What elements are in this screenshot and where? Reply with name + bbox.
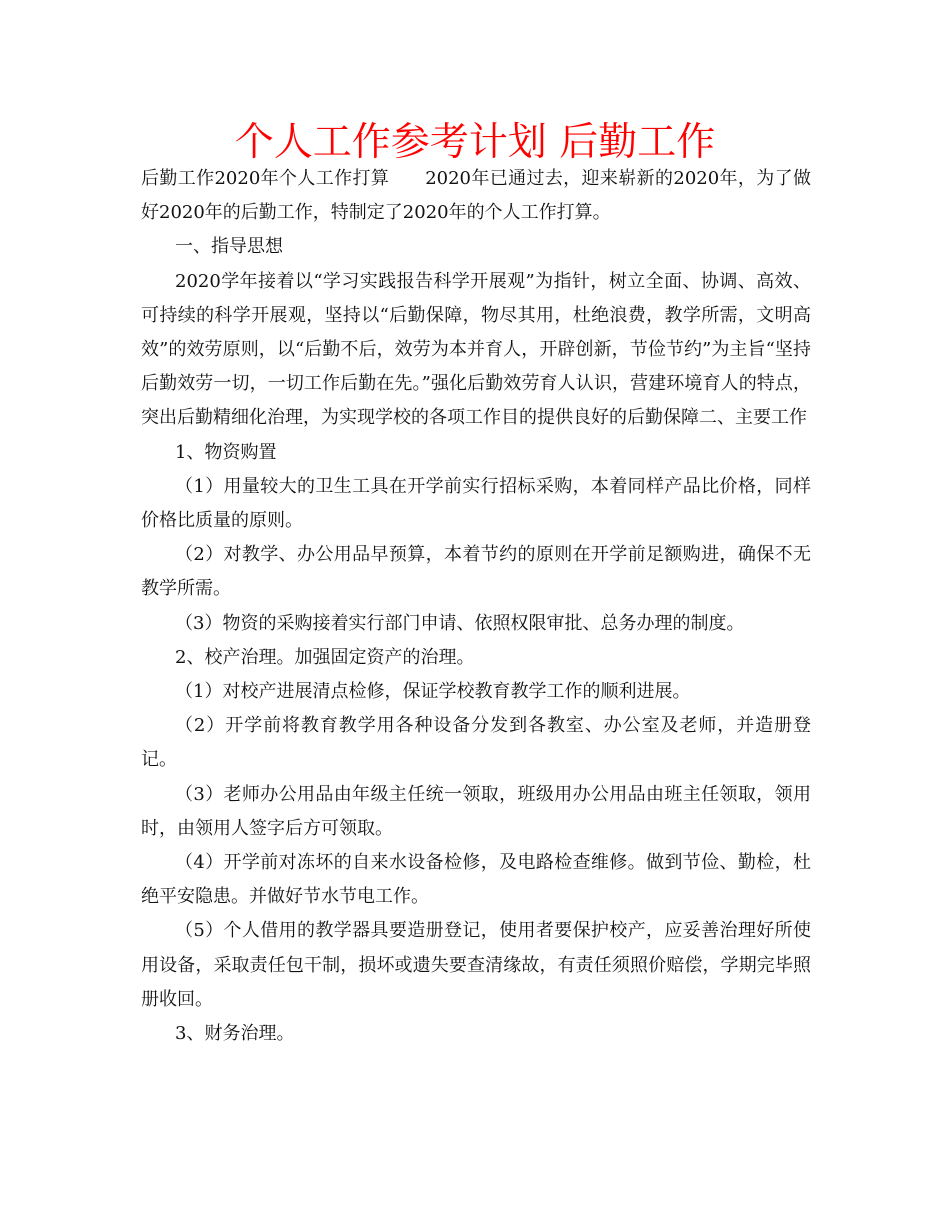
paragraph-finance-heading: 3、财务治理。 <box>175 1023 295 1045</box>
document-body <box>141 162 811 1051</box>
paragraph-assets-item-1: （1）对校产进展清点检修，保证学校教育教学工作的顺利进展。 <box>175 681 691 703</box>
paragraph-assets-item-4: （4）开学前对冻坏的自来水设备检修，及电路检查维修。做到节俭、勤检，杜绝平安隐患。并做好节水节电工作。 <box>141 852 811 908</box>
paragraph-assets-item-3: （3）老师办公用品由年级主任统一领取，班级用办公用品由班主任领取，领用时，由领用人签字后方可领取。 <box>141 783 811 839</box>
document-title: 个人工作参考计划 后勤工作 <box>234 120 716 165</box>
paragraph-guiding-body: 2020学年接着以“学习实践报告科学开展观”为指针，树立全面、协调、高效、可持续的科学开展观，坚持以“后勤保障，物尽其用，杜绝浪费，教学所需，文明高效”的效劳原则，以“后勤不后，效劳为本并育人，开辟创新，节俭节约”为主旨“坚持后勤效劳一切，一切工作后勤在先。”强化后勤效劳育人认识，营建环境育人的特点，突出后勤精细化治理，为实现学校的各项工作目的提供良好的后勤保障二、主要工作 <box>141 270 811 429</box>
intro-paragraph <box>141 162 811 230</box>
intro-text: 2020年已通过去，迎来崭新的2020年，为了做好2020年的后勤工作，特制定了2020年的个人工作打算。 <box>141 168 811 224</box>
paragraph-assets-heading: 2、校产治理。加强固定资产的治理。 <box>175 646 475 668</box>
intro-heading: 后勤工作2020年个人工作打算 <box>141 168 390 189</box>
paragraph-purchase-item-1: （1）用量较大的卫生工具在开学前实行招标采购，本着同样产品比价格，同样价格比质量的原则。 <box>141 475 811 532</box>
paragraph-assets-item-2: （2）开学前将教育教学用各种设备分发到各教室、办公室及老师，并造册登记。 <box>141 715 811 771</box>
paragraph-assets-item-5: （5）个人借用的教学器具要造册登记，使用者要保护校产，应妥善治理好所使用设备，采取责任包干制，损坏或遗失要查清缘故，有责任须照价赔偿，学期完毕照册收回。 <box>141 920 811 1010</box>
paragraph-guiding-heading: 一、指导思想 <box>175 236 283 258</box>
paragraph-purchase-item-3: （3）物资的采购接着实行部门申请、依照权限审批、总务办理的制度。 <box>175 612 745 634</box>
paragraph-purchase-heading: 1、物资购置 <box>175 441 277 463</box>
paragraph-purchase-item-2: （2）对教学、办公用品早预算，本着节约的原则在开学前足额购进，确保不无教学所需。 <box>141 544 811 600</box>
